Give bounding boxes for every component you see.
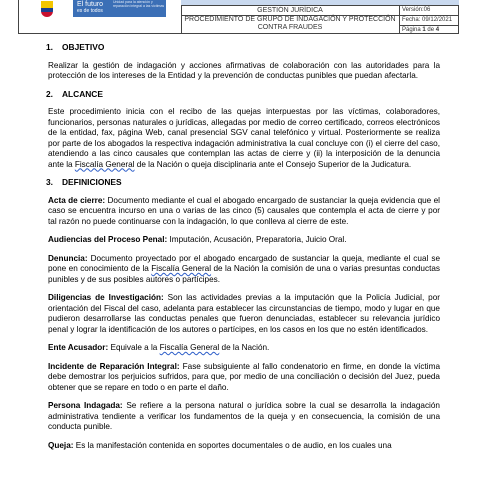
document-header — [18, 0, 459, 34]
date-label: Fecha: 09/12/2021 — [399, 16, 459, 26]
definition-queja: Queja: Es la manifestación contenida en soportes documentales o de audio, en los cuales una — [48, 440, 392, 450]
fiscalia-link[interactable]: Fiscalía General — [74, 159, 135, 169]
definition-diligencias: Diligencias de Investigación: Son las actividades previas a la imputación que la Policía Judicial, por orientación del Fiscal del caso, adelanta para establecer las circunstancias de tiempo, modo y lugar en que pudieron desarrollarse las conductas penales que fueron denunciadas, establecer su relevancia jurídico penal y lograr la identificación de los autores o partícipes, en los casos en los que no estén identificados. — [48, 293, 440, 334]
section-heading-alcance: 2. ALCANCE — [46, 88, 103, 99]
definition-incidente: Incidente de Reparación Integral: Fase subsiguiente al fallo condenatorio en firme, en donde la víctima debe demostrar los perjuicios sufridos, para que, por medio de una conciliación o decisión del Juez, pueda obtener que se repare en todo o en parte el daño. — [48, 361, 440, 392]
fiscalia-link[interactable]: Fiscalía General — [151, 264, 212, 273]
logo-line1: El futuro — [77, 1, 104, 8]
logo-tagline: Unidad para la atención y reparación integral a las víctimas — [113, 0, 165, 8]
alcance-paragraph: Este procedimiento inicia con el recibo de las quejas interpuestas por las víctimas, colaboradores, funcionarios, personas naturales o jurídicas, allegadas por medio de correo certificado, correos electrónicos de la entidad, fax, página Web, canal presencial SGV canal telefónico y virtual. Posteriormente se realiza por parte de los abogados la respectiva indagación administrativa la cual concluye con (i) el cierre del caso, atendiendo a las cinco causales que contemplan las actas de cierre y (ii) la interposición de la denuncia ante la Fiscalía General de la Nación o queja disciplinaria ante el Consejo Superior de la Judicatura. — [48, 107, 440, 169]
definition-acta-de-cierre: Acta de cierre: Documento mediante el cual el abogado encargado de sustanciar la queja evidencia que el caso se encuentra incurso en una o varias de las cinco (5) causales que contempla el acta de cierre y por tal razón no puede continuarse con la indagación, lo que conlleva al cierre de este. — [48, 195, 440, 226]
version-label: Versión:06 — [399, 6, 459, 16]
header-title-cell — [181, 0, 400, 33]
definition-audiencias: Audiencias del Proceso Penal: Imputación, Acusación, Preparatoria, Juicio Oral. — [48, 235, 347, 244]
objetivo-paragraph: Realizar la gestión de indagación y acciones afirmativas de colaboración con las autoridades para la protección de los intereses de la Entidad y la prevención de conductas punibles que puedan afectarla. — [48, 60, 440, 80]
definition-persona-indagada: Persona Indagada: Se refiere a la persona natural o jurídica sobre la cual se desarrolla la indagación administrativa tendiente a verificar los fundamentos de la queja y en consecuencia, la comisión de una conducta punible. — [48, 401, 440, 431]
definition-denuncia: Denuncia: Documento proyectado por el abogado encargado de sustanciar la queja, mediante el cual se pone en conocimiento de la Fiscalía General de la Nación la comisión de una o varias presuntas conductas punibles y de sus posibles autores o partícipes. — [48, 253, 440, 284]
document-body — [48, 42, 440, 459]
institution-logo — [19, 0, 182, 33]
page-indicator: Página 1 de 4 — [402, 27, 440, 33]
process-name: GESTIÓN JURÍDICA — [181, 6, 399, 16]
logo-line2: es de todos — [77, 8, 103, 14]
procedure-title: PROCEDIMIENTO DE GRUPO DE INDAGACIÓN Y PROTECCIÓN CONTRA FRAUDES — [184, 16, 396, 31]
section-heading-definiciones: 3. DEFINICIONES — [46, 177, 122, 187]
section-heading-objetivo: 1. OBJETIVO — [46, 42, 105, 52]
header-meta-cell — [399, 0, 459, 33]
fiscalia-link[interactable]: Fiscalía General — [159, 343, 220, 352]
definition-ente-acusador: Ente Acusador: Equivale a la Fiscalía General de la Nación. — [48, 343, 270, 352]
coat-of-arms-icon — [41, 1, 53, 17]
